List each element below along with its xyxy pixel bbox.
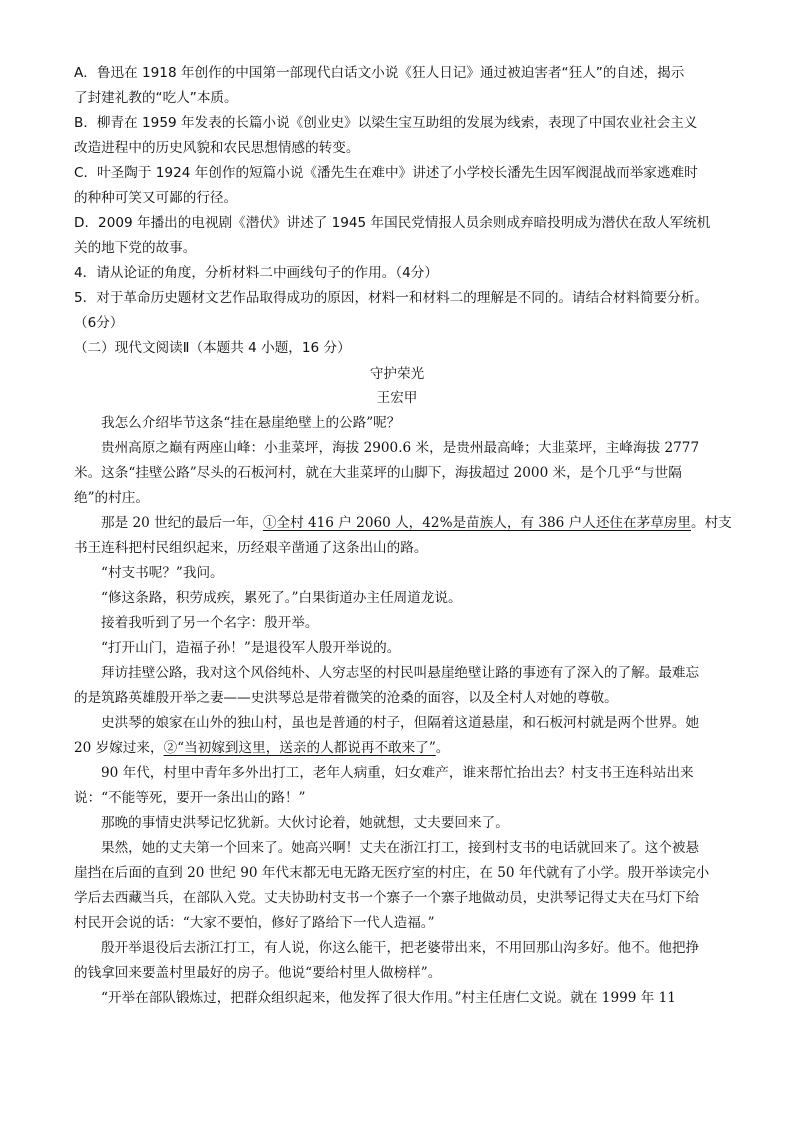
paragraph-line: 说：“不能等死，要开一条出山的路！” xyxy=(74,790,306,806)
paragraph-line: 村民开会说的话：“大家不要怕，修好了路给下一代人造福。” xyxy=(74,915,435,931)
paragraph-line: 学后去西藏当兵，在部队入党。丈夫协助村支书一个寨子一个寨子地做动员，史洪琴记得丈夫在马灯下给 xyxy=(74,890,700,906)
text-run: 。 xyxy=(435,740,450,756)
dialogue-line: “修这条路，积劳成疾，累死了。”白果街道办主任周道龙说。 xyxy=(101,590,462,606)
section-heading: （二）现代文阅读Ⅱ（本题共 4 小题，16 分） xyxy=(74,340,351,356)
question-5-line-2: （6分） xyxy=(74,315,124,331)
text-run: 20 岁嫁过来， xyxy=(74,740,164,756)
paragraph-line: 贵州高原之巅有两座山峰：小韭菜坪，海拔 2900.6 米，是贵州最高峰；大韭菜坪，主峰海拔 2777 xyxy=(101,440,700,456)
dialogue-line: “村支书呢？”我问。 xyxy=(101,565,224,581)
paragraph-line: 果然，她的丈夫第一个回来了。她高兴啊！丈夫在浙江打工，接到村支书的电话就回来了。这个被悬 xyxy=(101,840,700,856)
question-4: 4．请从论证的角度，分析材料二中画线句子的作用。（4分） xyxy=(74,265,438,281)
paragraph-line: 我怎么介绍毕节这条“挂在悬崖绝壁上的公路”呢？ xyxy=(101,415,401,431)
option-a-line-2: 了封建礼教的“吃人”本质。 xyxy=(74,90,238,106)
option-d-line-2: 关的地下党的故事。 xyxy=(74,240,197,256)
paragraph-line: 殷开举退役后去浙江打工，有人说，你这么能干，把老婆带出来，不用回那山沟多好。他不。他把挣 xyxy=(101,940,700,956)
paragraph-line: 崖挡在后面的直到 20 世纪 90 年代末都无电无路无医疗室的村庄，在 50 年代就有了小学。殷开举读完小 xyxy=(74,865,710,881)
article-author: 王宏甲 xyxy=(376,390,418,406)
paragraph-line: 接着我听到了另一个名字：殷开举。 xyxy=(101,615,319,631)
option-d-line-1: D．2009 年播出的电视剧《潜伏》讲述了 1945 年国民党情报人员余则成弃暗投明成为潜伏在敌人军统机 xyxy=(74,215,711,231)
paragraph-line: “开举在部队锻炼过，把群众组织起来，他发挥了很大作用。”村主任唐仁文说。就在 1999 年 11 xyxy=(101,990,676,1006)
paragraph-line: 90 年代，村里中青年多外出打工，老年人病重，妇女难产，谁来帮忙抬出去？村支书王连科站出来 xyxy=(101,765,694,781)
text-run: 。村支 xyxy=(691,515,732,531)
question-5-line-1: 5．对于革命历史题材文艺作品取得成功的原因，材料一和材料二的理解是不同的。请结合材料简要分析。 xyxy=(74,290,708,306)
text-run: 那是 20 世纪的最后一年， xyxy=(101,515,263,531)
option-c-line-1: C．叶圣陶于 1924 年创作的短篇小说《潘先生在难中》讲述了小学校长潘先生因军阀混战而举家逃难时 xyxy=(74,165,698,181)
underlined-sentence-2: ②“当初嫁到这里，送亲的人都说再不敢来了” xyxy=(163,740,436,756)
paragraph-line: 史洪琴的娘家在山外的独山村，虽也是普通的村子，但隔着这道悬崖，和石板河村就是两个世界。她 xyxy=(101,715,700,731)
paragraph-line: 书王连科把村民组织起来，历经艰辛凿通了这条出山的路。 xyxy=(74,540,428,556)
paragraph-line-with-underline xyxy=(74,738,449,758)
underlined-sentence-1: ①全村 416 户 2060 人，42%是苗族人，有 386 户人还住在茅草房里 xyxy=(262,515,691,531)
option-b-line-1: B．柳青在 1959 年发表的长篇小说《创业史》以梁生宝互助组的发展为线索，表现了中国农业社会主义 xyxy=(74,115,698,131)
paragraph-line: 的是筑路英雄殷开举之妻——史洪琴总是带着微笑的沧桑的面容，以及全村人对她的尊敬。 xyxy=(74,690,618,706)
option-b-line-2: 改造进程中的历史风貌和农民思想情感的转变。 xyxy=(74,140,360,156)
paragraph-line: 拜访挂壁公路，我对这个风俗纯朴、人穷志坚的村民叫悬崖绝壁让路的事迹有了深入的了解。最难忘 xyxy=(101,665,700,681)
paragraph-line: 那晚的事情史洪琴记忆犹新。大伙讨论着，她就想，丈夫要回来了。 xyxy=(101,815,509,831)
option-c-line-2: 的种种可笑又可鄙的行径。 xyxy=(74,190,238,206)
paragraph-line: 的钱拿回来要盖村里最好的房子。他说“要给村里人做榜样”。 xyxy=(74,965,442,981)
paragraph-line: 米。这条“挂壁公路”尽头的石板河村，就在大韭菜坪的山脚下，海拔超过 2000 米，是个几乎“与世隔 xyxy=(74,465,682,481)
paragraph-line-with-underline xyxy=(101,513,732,533)
dialogue-line: “打开山门，造福子孙！”是退役军人殷开举说的。 xyxy=(101,640,401,656)
article-title: 守护荣光 xyxy=(369,366,425,382)
paragraph-line: 绝”的村庄。 xyxy=(74,490,149,506)
option-a-line-1: A．鲁迅在 1918 年创作的中国第一部现代白话文小说《狂人日记》通过被迫害者“狂人”的自述，揭示 xyxy=(74,65,685,81)
